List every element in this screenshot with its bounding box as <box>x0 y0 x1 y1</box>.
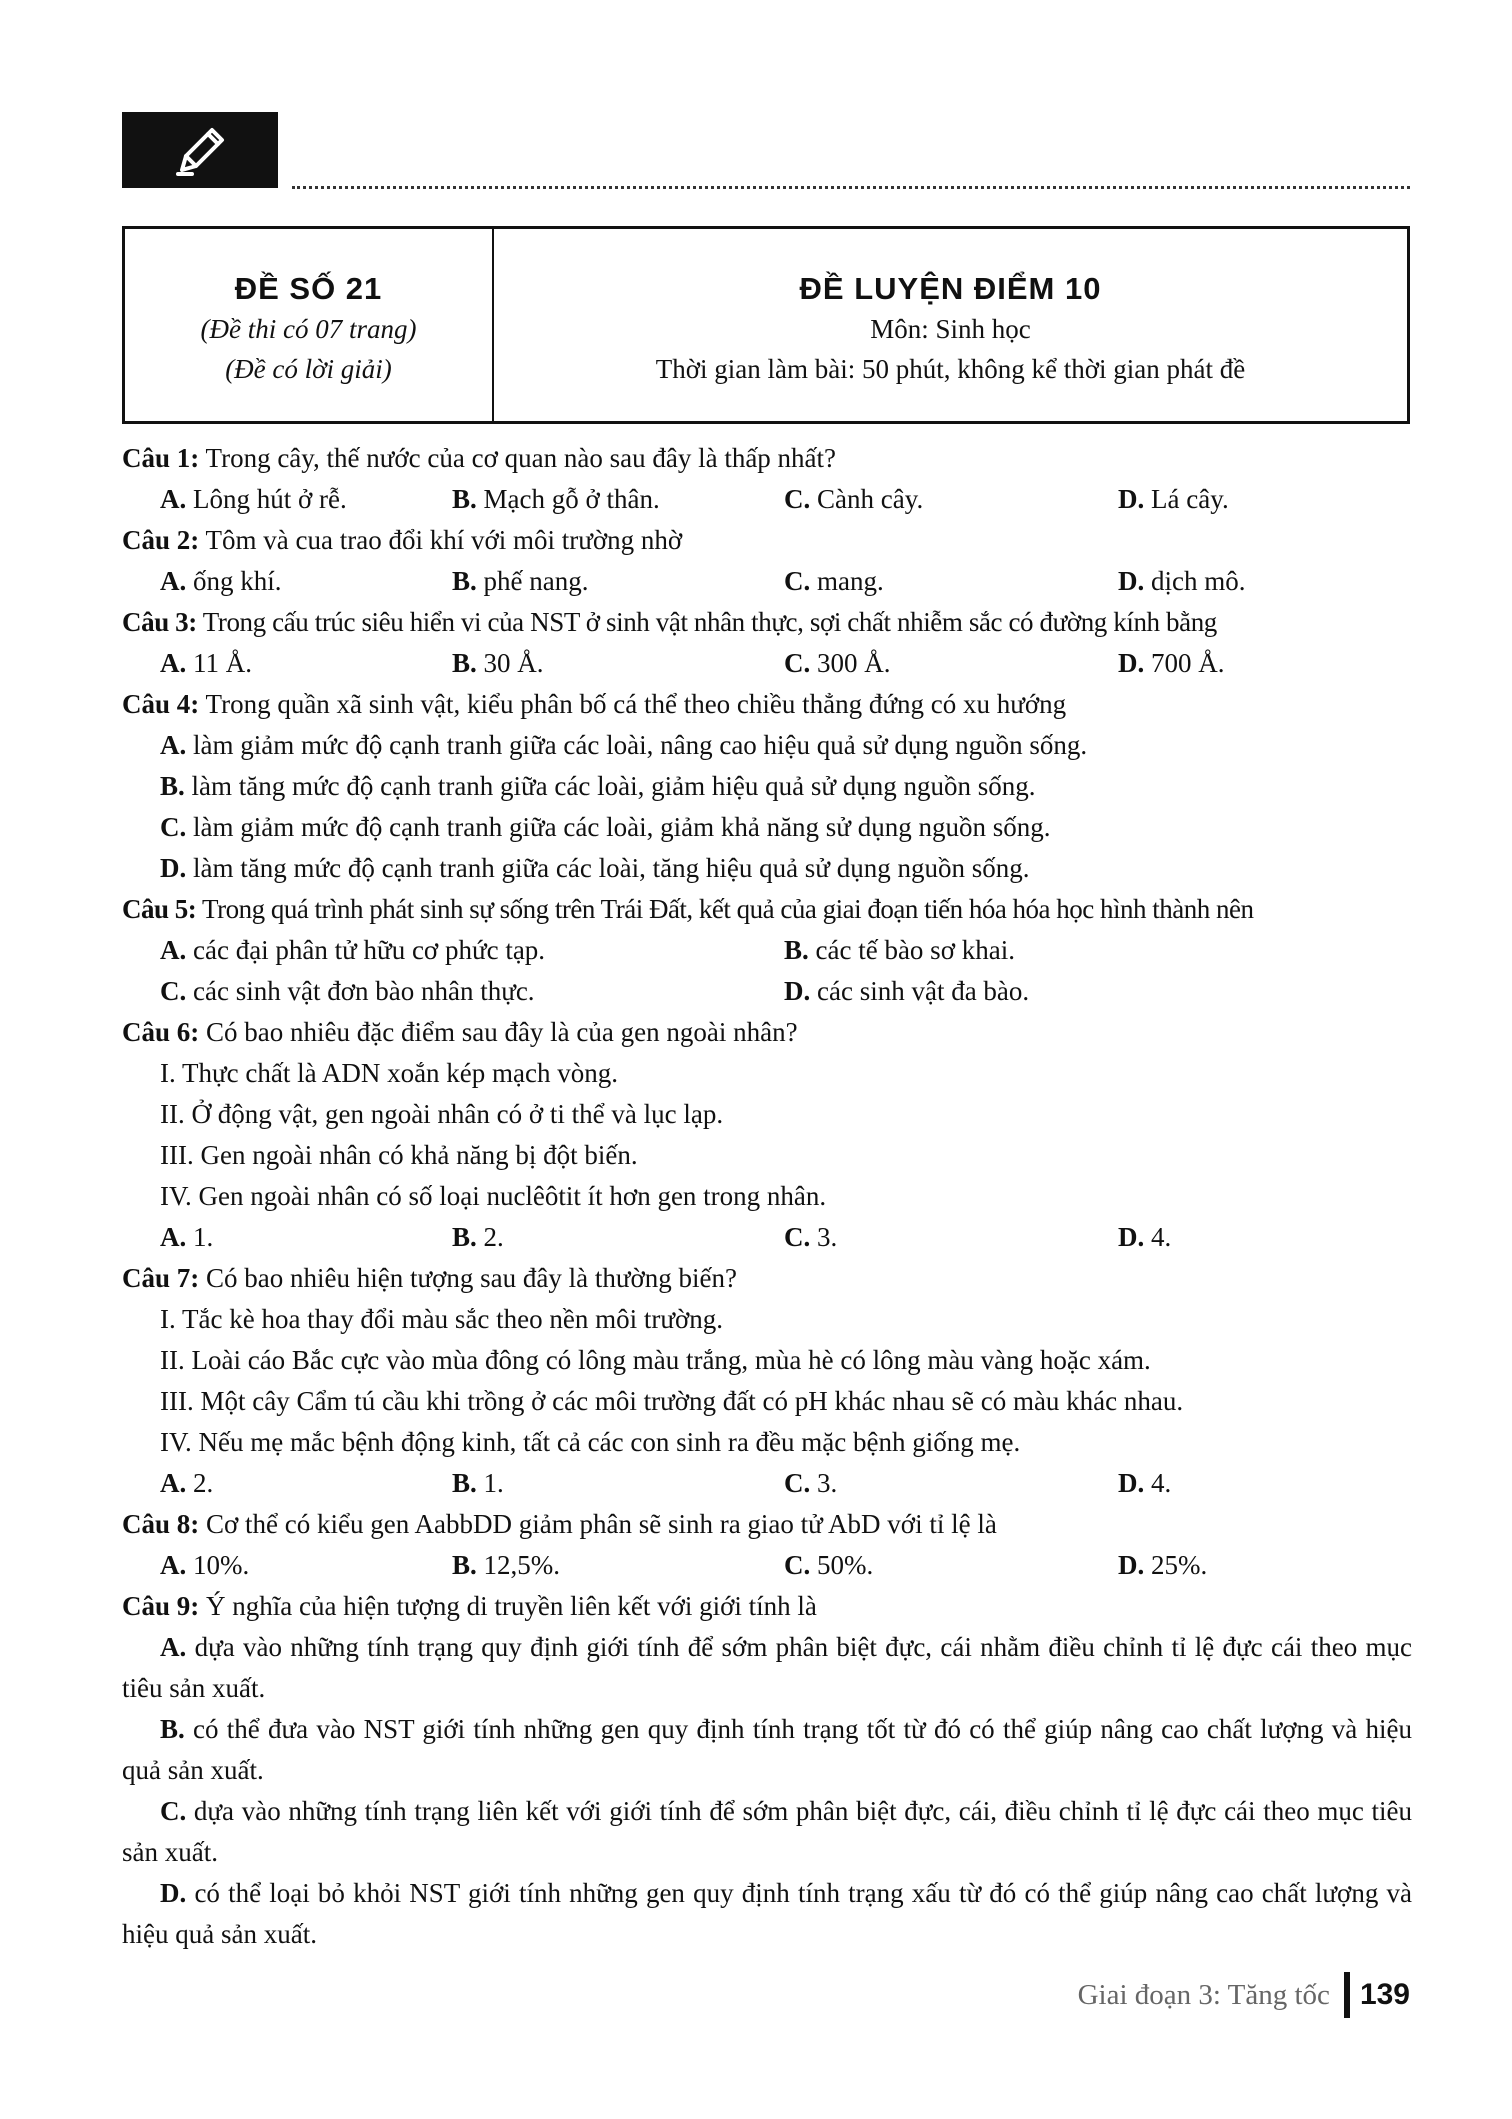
option-d: D. 4. <box>1118 1468 1172 1498</box>
option-d: D. dịch mô. <box>1118 566 1246 596</box>
statement-4: IV. Gen ngoài nhân có số loại nuclêôtit ít hơn gen trong nhân. <box>160 1181 827 1211</box>
section-name: Giai đoạn 3: Tăng tốc <box>1077 1978 1330 2011</box>
question-label: Câu 7: <box>122 1263 200 1293</box>
option-d: D. các sinh vật đa bào. <box>784 976 1030 1006</box>
exam-number: ĐỀ SỐ 21 <box>234 271 383 306</box>
question-text: Trong quần xã sinh vật, kiểu phân bố cá thể theo chiều thẳng đứng có xu hướng <box>199 689 1067 719</box>
options-row <box>122 971 1412 1012</box>
option-a: A. 2. <box>160 1468 214 1498</box>
page-footer <box>1078 1970 1410 2020</box>
option-d: D. 700 Å. <box>1118 648 1225 678</box>
question-label: Câu 4: <box>122 689 200 719</box>
option-b: B. có thể đưa vào NST giới tính những gen quy định tính trạng tốt từ đó có thể giúp nâng cao chất lượng và hiệu quả sản xuất. <box>122 1714 1413 1785</box>
header-left-cell <box>125 229 494 421</box>
option-c: C. 300 Å. <box>784 648 891 678</box>
question-text: Trong cây, thế nước của cơ quan nào sau đây là thấp nhất? <box>199 443 837 473</box>
question-9 <box>122 1586 1412 1627</box>
option-d: D. 25%. <box>1118 1550 1208 1580</box>
question-6 <box>122 1012 1412 1053</box>
exam-header <box>122 226 1410 424</box>
question-1 <box>122 438 1412 479</box>
statement-4: IV. Nếu mẹ mắc bệnh động kinh, tất cả các con sinh ra đều mặc bệnh giống mẹ. <box>160 1427 1021 1457</box>
question-text: Cơ thể có kiểu gen AabbDD giảm phân sẽ sinh ra giao tử AbD với tỉ lệ là <box>199 1509 997 1539</box>
question-label: Câu 3: <box>122 607 197 637</box>
option-a: A. dựa vào những tính trạng quy định giới tính để sớm phân biệt đực, cái nhằm điều chỉnh tỉ lệ đực cái theo mục tiêu sản xuất. <box>122 1632 1413 1703</box>
statement-2: II. Loài cáo Bắc cực vào mùa đông có lông màu trắng, mùa hè có lông màu vàng hoặc xám. <box>160 1345 1151 1375</box>
question-label: Câu 8: <box>122 1509 200 1539</box>
option-c: C. 3. <box>784 1468 838 1498</box>
pencil-badge <box>122 112 278 188</box>
question-label: Câu 5: <box>122 894 197 924</box>
exam-title: ĐỀ LUYỆN ĐIỂM 10 <box>799 271 1102 306</box>
exam-time: Thời gian làm bài: 50 phút, không kể thời gian phát đề <box>655 354 1246 384</box>
option-c: C. 3. <box>784 1222 838 1252</box>
options-row <box>122 1545 1412 1586</box>
option-a: A. các đại phân tử hữu cơ phức tạp. <box>160 935 546 965</box>
question-text: Ý nghĩa của hiện tượng di truyền liên kết với giới tính là <box>199 1591 817 1621</box>
option-d: D. Lá cây. <box>1118 484 1229 514</box>
page-number: 139 <box>1359 1978 1410 2011</box>
option-c: C. mang. <box>784 566 884 596</box>
statement-3: III. Gen ngoài nhân có khả năng bị đột biến. <box>160 1140 638 1170</box>
solution-note: (Đề có lời giải) <box>225 354 392 384</box>
options-row <box>122 561 1412 602</box>
option-a: A. Lông hút ở rễ. <box>160 484 347 514</box>
question-8 <box>122 1504 1412 1545</box>
statement-1: I. Thực chất là ADN xoắn kép mạch vòng. <box>160 1058 619 1088</box>
options-row <box>122 930 1412 971</box>
question-4 <box>122 684 1412 725</box>
options-row <box>122 1217 1412 1258</box>
statement-2: II. Ở động vật, gen ngoài nhân có ở ti thể và lục lạp. <box>160 1099 724 1129</box>
option-c: C. 50%. <box>784 1550 874 1580</box>
exam-subject: Môn: Sinh học <box>870 314 1031 344</box>
option-b: B. phế nang. <box>452 566 589 596</box>
question-text: Có bao nhiêu hiện tượng sau đây là thường biến? <box>199 1263 737 1293</box>
option-c: C. dựa vào những tính trạng liên kết với giới tính để sớm phân biệt đực, cái, điều chỉnh tỉ lệ đực cái theo mục tiêu sản xuất. <box>122 1796 1412 1867</box>
question-label: Câu 2: <box>122 525 200 555</box>
statement-3: III. Một cây Cẩm tú cầu khi trồng ở các môi trường đất có pH khác nhau sẽ có màu khác nhau. <box>160 1386 1184 1416</box>
question-2 <box>122 520 1412 561</box>
pencil-icon <box>170 120 230 180</box>
dotted-rule <box>292 186 1410 189</box>
option-c: C. các sinh vật đơn bào nhân thực. <box>160 976 535 1006</box>
option-c: C. Cành cây. <box>784 484 924 514</box>
question-text: Tôm và cua trao đổi khí với môi trường nhờ <box>199 525 683 555</box>
option-a: A. 11 Å. <box>160 648 252 678</box>
question-text: Có bao nhiêu đặc điểm sau đây là của gen ngoài nhân? <box>199 1017 798 1047</box>
option-d: D. có thể loại bỏ khỏi NST giới tính những gen quy định tính trạng xấu từ đó có thể giúp nâng cao chất lượng và hiệu quả sản xuất. <box>122 1878 1412 1949</box>
option-d: D. làm tăng mức độ cạnh tranh giữa các loài, tăng hiệu quả sử dụng nguồn sống. <box>160 853 1030 883</box>
question-label: Câu 1: <box>122 443 200 473</box>
option-b: B. 2. <box>452 1222 504 1252</box>
option-b: B. 30 Å. <box>452 648 544 678</box>
question-3 <box>122 602 1412 643</box>
options-row <box>122 1463 1412 1504</box>
option-b: B. 12,5%. <box>452 1550 561 1580</box>
question-label: Câu 9: <box>122 1591 200 1621</box>
question-7 <box>122 1258 1412 1299</box>
option-a: A. ống khí. <box>160 566 282 596</box>
option-b: B. các tế bào sơ khai. <box>784 935 1015 965</box>
header-right-cell <box>494 229 1407 421</box>
option-d: D. 4. <box>1118 1222 1172 1252</box>
questions-body <box>122 438 1412 1955</box>
statement-1: I. Tắc kè hoa thay đổi màu sắc theo nền môi trường. <box>160 1304 724 1334</box>
question-5 <box>122 889 1412 930</box>
option-a: A. 10%. <box>160 1550 250 1580</box>
question-label: Câu 6: <box>122 1017 200 1047</box>
option-b: B. làm tăng mức độ cạnh tranh giữa các loài, giảm hiệu quả sử dụng nguồn sống. <box>160 771 1036 801</box>
question-text: Trong cấu trúc siêu hiển vi của NST ở sinh vật nhân thực, sợi chất nhiễm sắc có đường kính bằng <box>196 607 1217 637</box>
option-a: A. 1. <box>160 1222 214 1252</box>
option-a: A. làm giảm mức độ cạnh tranh giữa các loài, nâng cao hiệu quả sử dụng nguồn sống. <box>160 730 1088 760</box>
question-text: Trong quá trình phát sinh sự sống trên Trái Đất, kết quả của giai đoạn tiến hóa hóa học hình thành nên <box>196 894 1254 924</box>
footer-divider <box>1344 1972 1350 2018</box>
options-row <box>122 643 1412 684</box>
options-row <box>122 479 1412 520</box>
page-count: (Đề thi có 07 trang) <box>200 314 417 344</box>
option-b: B. Mạch gỗ ở thân. <box>452 484 660 514</box>
option-c: C. làm giảm mức độ cạnh tranh giữa các loài, giảm khả năng sử dụng nguồn sống. <box>160 812 1051 842</box>
option-b: B. 1. <box>452 1468 504 1498</box>
